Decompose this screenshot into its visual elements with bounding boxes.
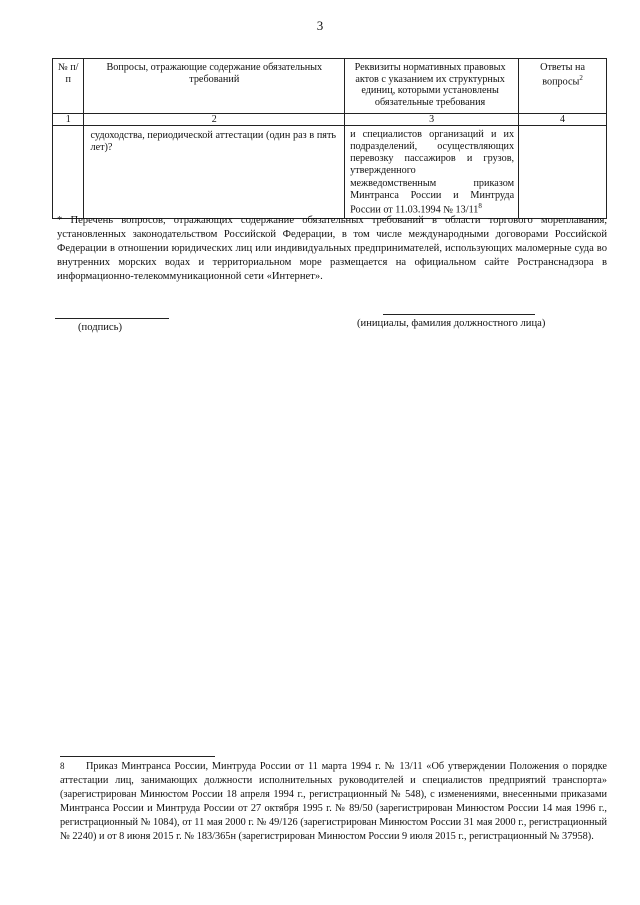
row-num-cell [53,126,84,219]
column-number: 3 [345,113,519,126]
header-answers [519,59,607,114]
requisites-line: утвержденного [350,165,416,177]
header-num: № п/п [53,59,84,114]
page-number: 3 [316,18,324,33]
requisites-line: межведомственным приказом [350,177,515,189]
header-questions: Вопросы, отражающие содержание обязательных требований [84,59,345,114]
requisites-line: России от 11.03.1994 № 13/11 [350,203,479,215]
requisites-line: и специалистов организаций и их [350,129,515,141]
answer-cell [519,126,607,219]
header-answers-footnote-mark: 2 [579,73,583,82]
question-cell: судоходства, периодической аттестации (один раз в пять лет)? [84,126,345,219]
column-number: 1 [53,113,84,126]
column-number: 4 [519,113,607,126]
signature-label: (подпись) [78,322,122,333]
requirements-table [52,58,607,219]
footnote-ref-mark: 8 [478,201,482,210]
table-header-row [53,59,607,114]
requisites-cell [345,126,519,219]
footnote [60,760,607,844]
requisites-line: Минтранса России и Минтруда [350,189,515,201]
header-answers-label: Ответы на вопросы [540,62,585,88]
footnote-mark: 8 [60,761,65,771]
requisites-line: перевозку пассажиров и грузов, [350,153,515,165]
column-number-row [53,113,607,126]
header-requisites: Реквизиты нормативных правовых актов с указанием их структурных единиц, которыми установлены обязательные требования [345,59,519,114]
official-name-label: (инициалы, фамилия должностного лица) [357,318,546,329]
footnote-divider [60,756,215,757]
note-paragraph: * Перечень вопросов, отражающих содержание обязательных требований в области торгового мореплавания, установленных законодательством Российской Федерации, в том числе международными договорами Российской Федерации в отношении юридических лиц или индивидуальных предпринимателей, использующих маломерные суда во внутренних морских водах и территориальном море размещается на официальном сайте Ространснадзора в информационно-телекоммуникационной сети «Интернет». [57,215,607,282]
official-name-line [383,314,535,315]
column-number: 2 [84,113,345,126]
signature-line [55,318,169,319]
footnote-text: Приказ Минтранса России, Минтруда России от 11 марта 1994 г. № 13/11 «Об утверждении Положения о порядке аттестации лиц, занимающих должности исполнительных руководителей и специалистов предприятий транспорта» (зарегистрирован Минюстом России 18 апреля 1994 г., регистрационный № 548), с изменениями, внесенными приказами Минтранса России и Минтруда России от 27 октября 1995 г. № 89/50 (зарегистрирован Минюстом России 14 мая 1996 г., регистрационный № 1084), от 11 мая 2000 г. № 49/126 (зарегистрирован Минюстом России 31 мая 2000 г., регистрационный № 2240) и от 8 июня 2015 г. № 183/365н (зарегистрирован Минюстом России 9 июля 2015 г., регистрационный № 37958). [60,761,607,842]
table-row [53,126,607,219]
requisites-line: подразделений, осуществляющих [350,141,515,153]
